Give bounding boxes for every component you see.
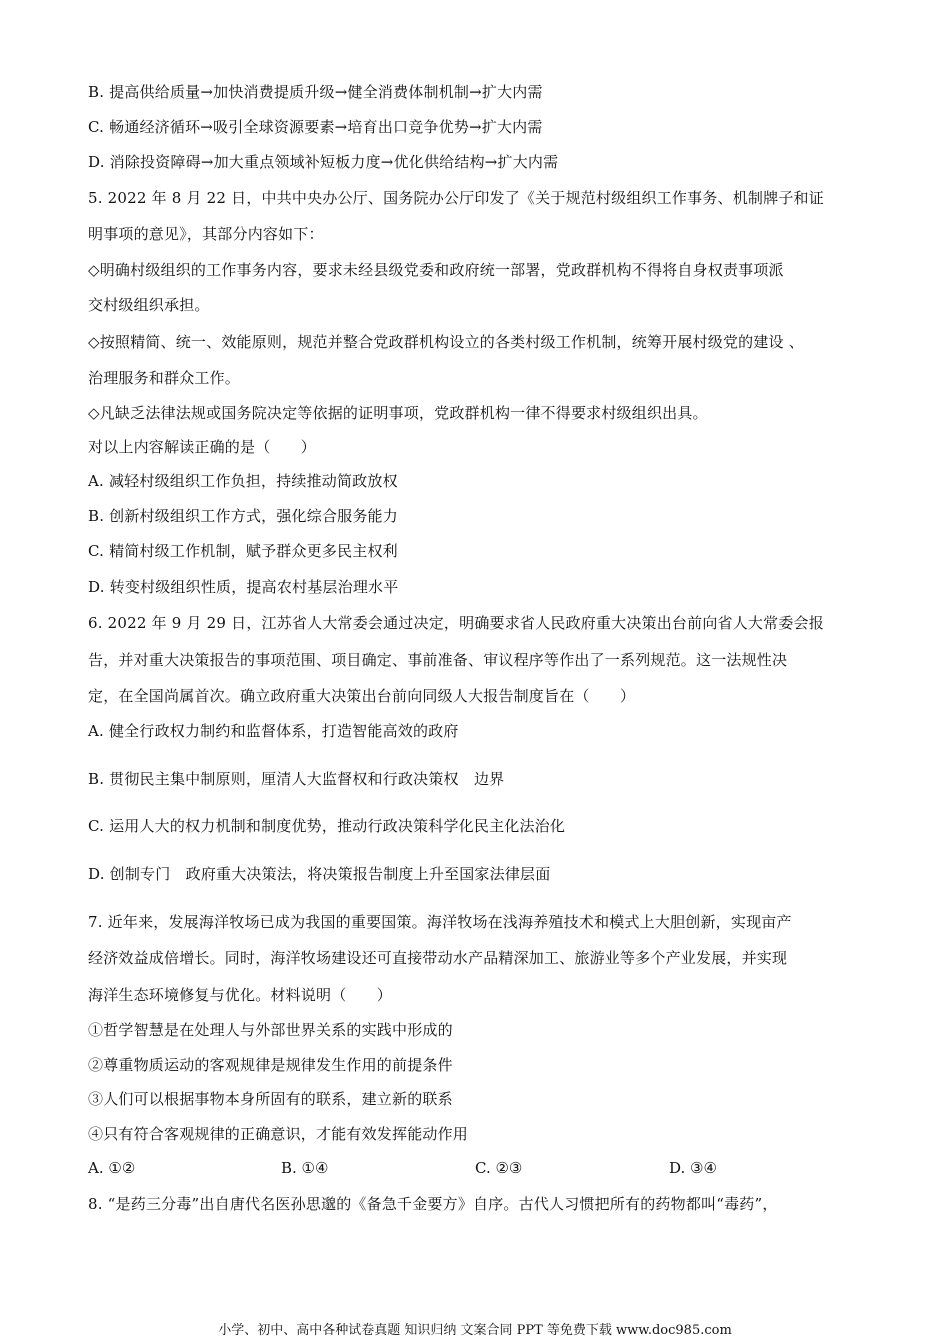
q7-stem-line3: 海洋生态环境修复与优化。材料说明（ ） <box>88 986 393 1004</box>
q5-stem-line2: 明事项的意见》，其部分内容如下： <box>88 225 324 243</box>
q6-stem-line1: 6. 2022 年 9 月 29 日，江苏省人大常委会通过决定，明确要求省人民政府重大决策出台前向省人大常委会报 <box>88 614 824 632</box>
q7-option-c: C. ②③ <box>475 1159 523 1177</box>
q7-option-a: A. ①② <box>88 1159 136 1177</box>
q5-question: 对以上内容解读正确的是（ ） <box>88 438 317 456</box>
q5-item1-line2: 交村级组织承担。 <box>88 296 210 314</box>
q6-stem-line3: 定，在全国尚属首次。确立政府重大决策出台前向同级人大报告制度旨在（ ） <box>88 687 636 705</box>
q7-stem-line1: 7. 近年来，发展海洋牧场已成为我国的重要国策。海洋牧场在浅海养殖技术和模式上大胆创新，实现亩产 <box>88 913 792 931</box>
q6-option-d: D. 创制专门 政府重大决策法，将决策报告制度上升至国家法律层面 <box>88 865 551 883</box>
q6-stem-line2: 告，并对重大决策报告的事项范围、项目确定、事前准备、审议程序等作出了一系列规范。这一法规性决 <box>88 651 788 669</box>
q7-option-d: D. ③④ <box>669 1159 717 1177</box>
q5-option-c: C. 精简村级工作机制，赋予群众更多民主权利 <box>88 542 398 560</box>
q7-options-row <box>88 1157 888 1179</box>
q8-stem-line1: 8. “是药三分毒”出自唐代名医孙思邈的《备急千金要方》自序。古代人习惯把所有的药物都叫“毒药”， <box>88 1195 778 1213</box>
q4-option-c: C. 畅通经济循环→吸引全球资源要素→培育出口竞争优势→扩大内需 <box>88 118 543 136</box>
q7-option-b: B. ①④ <box>281 1159 329 1177</box>
q7-item1: ①哲学智慧是在处理人与外部世界关系的实践中形成的 <box>88 1021 453 1039</box>
q5-item3: ◇凡缺乏法律法规或国务院决定等依据的证明事项，党政群机构一律不得要求村级组织出具。 <box>88 404 708 422</box>
q5-option-b: B. 创新村级组织工作方式，强化综合服务能力 <box>88 507 398 525</box>
q7-stem-line2: 经济效益成倍增长。同时，海洋牧场建设还可直接带动水产品精深加工、旅游业等多个产业发展，并实现 <box>88 949 788 967</box>
q5-item2-line1: ◇按照精简、统一、效能原则，规范并整合党政群机构设立的各类村级工作机制，统筹开展村级党的建设 、 <box>88 333 804 351</box>
q7-item4: ④只有符合客观规律的正确意识，才能有效发挥能动作用 <box>88 1125 469 1143</box>
q5-option-a: A. 减轻村级组织工作负担，持续推动简政放权 <box>88 472 398 490</box>
q7-item2: ②尊重物质运动的客观规律是规律发生作用的前提条件 <box>88 1056 453 1074</box>
q6-option-b: B. 贯彻民主集中制原则，厘清人大监督权和行政决策权 边界 <box>88 770 505 788</box>
page-footer: 小学、初中、高中各种试卷真题 知识归纳 文案合同 PPT 等免费下载 www.doc985.com <box>218 1323 732 1338</box>
q6-option-c: C. 运用人大的权力机制和制度优势，推动行政决策科学化民主化法治化 <box>88 817 566 835</box>
q5-option-d: D. 转变村级组织性质，提高农村基层治理水平 <box>88 578 399 596</box>
q5-item2-line2: 治理服务和群众工作。 <box>88 369 241 387</box>
q4-option-b: B. 提高供给质量→加快消费提质升级→健全消费体制机制→扩大内需 <box>88 83 543 101</box>
q7-item3: ③人们可以根据事物本身所固有的联系，建立新的联系 <box>88 1090 453 1108</box>
q5-item1-line1: ◇明确村级组织的工作事务内容，要求未经县级党委和政府统一部署，党政群机构不得将自身权责事项派 <box>88 261 784 279</box>
q6-option-a: A. 健全行政权力制约和监督体系，打造智能高效的政府 <box>88 722 459 740</box>
q5-stem-line1: 5. 2022 年 8 月 22 日，中共中央办公厅、国务院办公厅印发了《关于规范村级组织工作事务、机制牌子和证 <box>88 189 824 207</box>
q4-option-d: D. 消除投资障碍→加大重点领域补短板力度→优化供给结构→扩大内需 <box>88 153 559 171</box>
